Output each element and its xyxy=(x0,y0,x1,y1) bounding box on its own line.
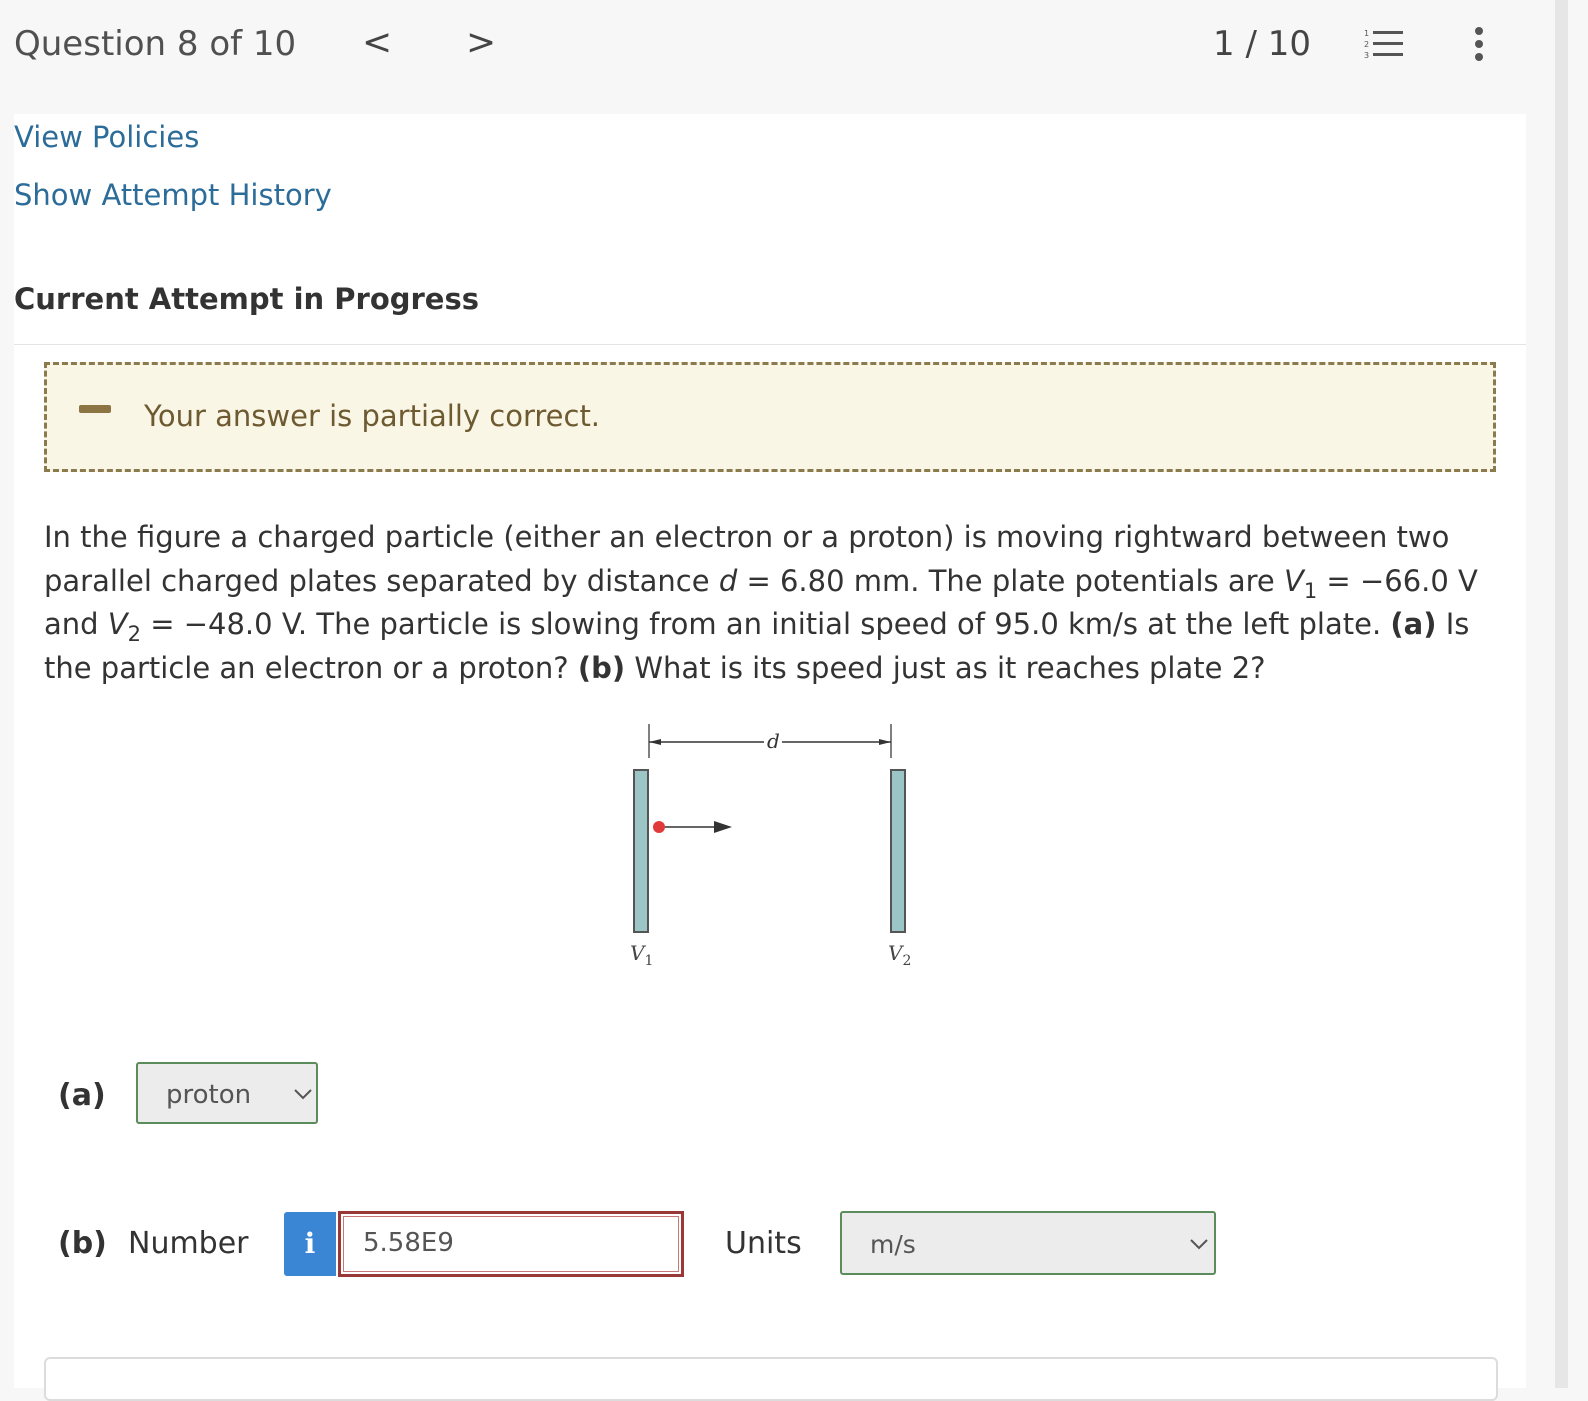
more-vertical-icon[interactable] xyxy=(1470,26,1488,62)
part-b-label: (b) xyxy=(58,1226,107,1261)
units-select[interactable] xyxy=(840,1211,1216,1275)
distance-d-label: d xyxy=(767,729,780,753)
svg-text:1: 1 xyxy=(1364,29,1370,38)
svg-text:3: 3 xyxy=(1364,51,1370,60)
part-a-label: (a) xyxy=(58,1078,106,1113)
svg-text:2: 2 xyxy=(1364,40,1370,49)
feedback-box xyxy=(44,362,1496,472)
previous-question-button[interactable]: < xyxy=(362,22,393,63)
particle-type-value: proton xyxy=(166,1080,252,1110)
info-icon[interactable]: i xyxy=(284,1212,336,1276)
numbered-list-icon[interactable] xyxy=(1364,28,1404,60)
divider xyxy=(14,344,1526,345)
attempt-heading: Current Attempt in Progress xyxy=(14,282,479,316)
next-section-box xyxy=(44,1357,1498,1401)
chevron-down-icon xyxy=(1190,1238,1208,1250)
units-label: Units xyxy=(725,1226,802,1261)
speed-answer-value: 5.58E9 xyxy=(363,1228,454,1258)
partial-dash-icon xyxy=(79,405,111,413)
charged-particle xyxy=(653,821,665,833)
speed-answer-input[interactable] xyxy=(338,1211,684,1277)
next-question-button[interactable]: > xyxy=(466,22,497,63)
v1-label: $V_1$ xyxy=(630,941,654,969)
question-text: In the figure a charged particle (either an electron or a proton) is moving rightward between two parallel charged plates separated by distance d = 6.80 mm. The plate potentials are $V_1 = -66.0$ V and $V_2 = -48.0$ V. The particle is slowing from an initial speed of 95.0 km/s at the left plate. (a) Is the particle an electron or a proton? (b) What is its speed just as it reaches plate 2? xyxy=(44,520,1478,685)
number-label: Number xyxy=(128,1226,249,1261)
question-content xyxy=(14,114,1526,1388)
parallel-plates-figure xyxy=(604,712,954,982)
show-attempt-history-link[interactable]: Show Attempt History xyxy=(14,178,332,212)
top-bar xyxy=(0,0,1568,114)
plate-2 xyxy=(891,770,905,932)
view-policies-link[interactable]: View Policies xyxy=(14,120,200,154)
feedback-message: Your answer is partially correct. xyxy=(144,399,601,433)
plate-1 xyxy=(634,770,648,932)
particle-type-select[interactable] xyxy=(136,1062,318,1124)
velocity-arrow xyxy=(714,821,732,833)
attempt-counter: 1 / 10 xyxy=(1213,24,1311,64)
units-value: m/s xyxy=(870,1230,916,1259)
chevron-down-icon xyxy=(294,1088,312,1100)
v2-label: $V_2$ xyxy=(888,941,912,969)
scrollbar-track[interactable] xyxy=(1555,0,1568,1388)
question-position-label: Question 8 of 10 xyxy=(14,24,297,64)
